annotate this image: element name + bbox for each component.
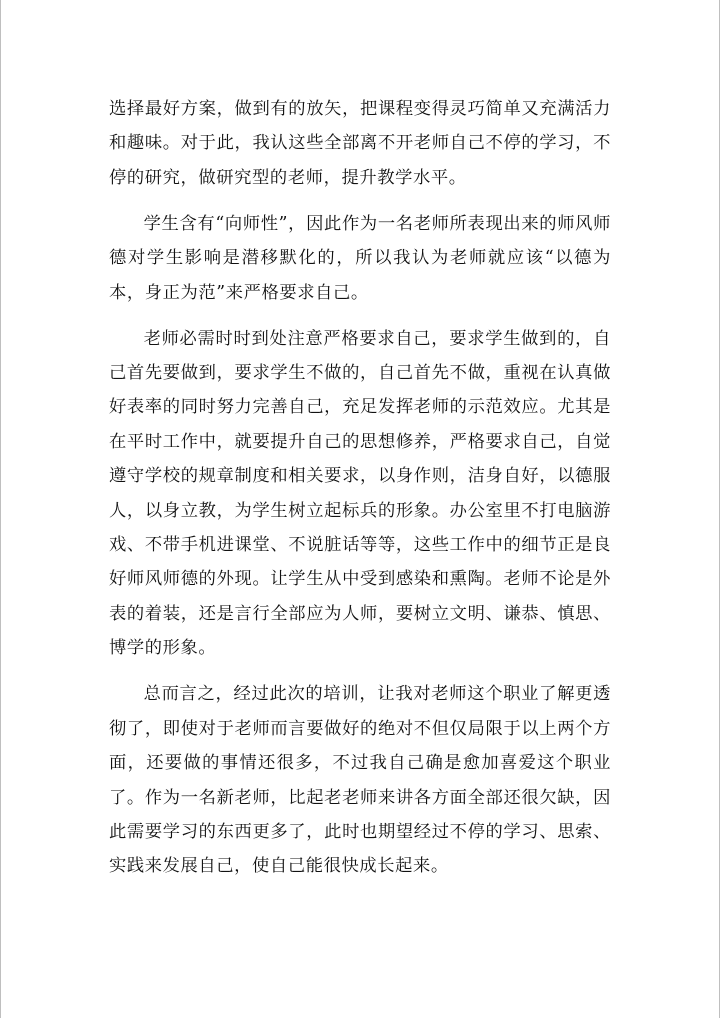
document-body (109, 92, 611, 895)
paragraph-1: 选择最好方案，做到有的放矢，把课程变得灵巧简单又充满活力和趣味。对于此，我认这些全部离不开老师自己不停的学习，不停的研究，做研究型的老师，提升教学水平。 (109, 99, 611, 188)
paragraph-3: 老师必需时时到处注意严格要求自己，要求学生做到的，自己首先要做到，要求学生不做的，自己首先不做，重视在认真做好表率的同时努力完善自己，充足发挥老师的示范效应。尤其是在平时工作中，就要提升自己的思想修养，严格要求自己，自觉遵守学校的规章制度和相关要求，以身作则，洁身自好，以德服人，以身立教，为学生树立起标兵的形象。办公室里不打电脑游戏、不带手机进课堂、不说脏话等等，这些工作中的细节正是良好师风师德的外现。让学生从中受到感染和熏陶。老师不论是外表的着装，还是言行全部应为人师，要树立文明、谦恭、慎思、博学的形象。 (109, 328, 611, 659)
paragraph-2: 学生含有“向师性”，因此作为一名老师所表现出来的师风师德对学生影响是潜移默化的，所以我认为老师就应该“以德为本，身正为范”来严格要求自己。 (109, 213, 611, 303)
paragraph-4: 总而言之，经过此次的培训，让我对老师这个职业了解更透彻了，即使对于老师而言要做好的绝对不但仅局限于以上两个方面，还要做的事情还很多，不过我自己确是愈加喜爱这个职业了。作为一名新老师，比起老老师来讲各方面全部还很欠缺，因此需要学习的东西更多了，此时也期望经过不停的学习、思索、实践来发展自己，使自己能很快成长起来。 (109, 684, 611, 877)
